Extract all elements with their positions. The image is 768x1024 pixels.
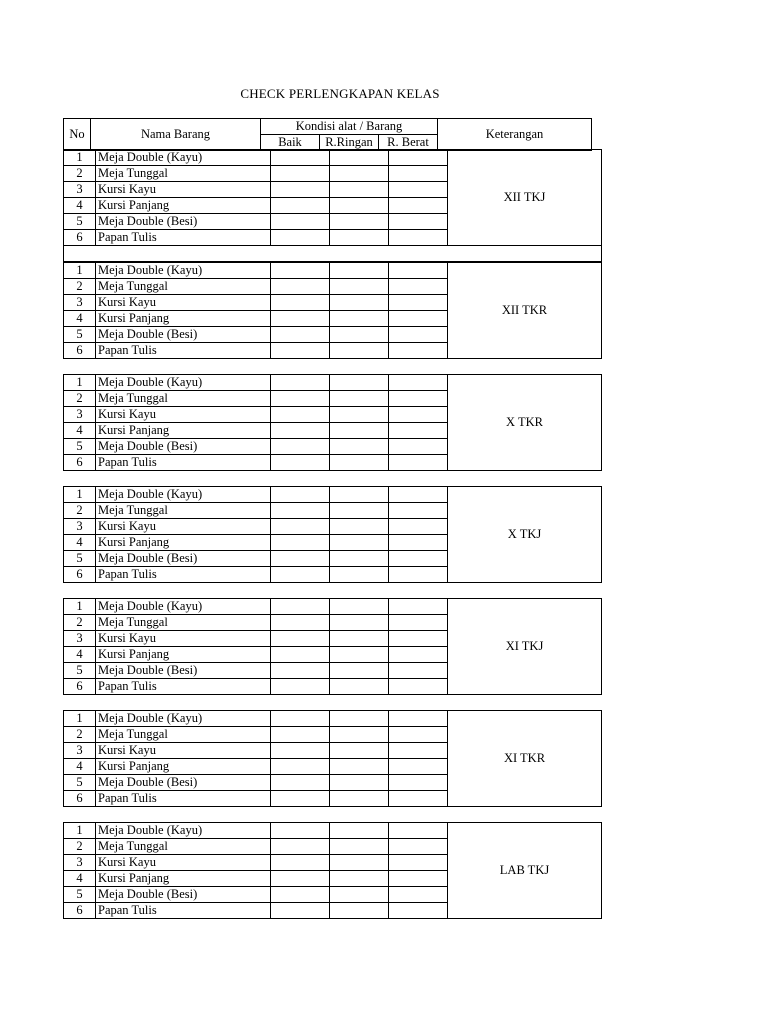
header-ringan: R.Ringan xyxy=(320,135,379,151)
item-name: Meja Double (Kayu) xyxy=(96,711,271,727)
ringan-cell[interactable] xyxy=(330,647,389,663)
item-no: 4 xyxy=(64,759,96,775)
item-name: Kursi Panjang xyxy=(96,759,271,775)
baik-cell[interactable] xyxy=(271,182,330,198)
ringan-cell[interactable] xyxy=(330,855,389,871)
keterangan-cell: X TKJ xyxy=(448,487,602,583)
item-no: 3 xyxy=(64,631,96,647)
item-name: Kursi Panjang xyxy=(96,198,271,214)
table-row xyxy=(64,599,602,615)
item-no: 3 xyxy=(64,743,96,759)
item-name: Kursi Kayu xyxy=(96,855,271,871)
spacer-row xyxy=(64,246,602,262)
item-no: 4 xyxy=(64,198,96,214)
item-no: 2 xyxy=(64,727,96,743)
item-no: 4 xyxy=(64,535,96,551)
baik-cell[interactable] xyxy=(271,615,330,631)
header-baik: Baik xyxy=(261,135,320,151)
berat-cell[interactable] xyxy=(389,487,448,503)
item-name: Meja Double (Besi) xyxy=(96,551,271,567)
item-name: Meja Double (Kayu) xyxy=(96,487,271,503)
ringan-cell[interactable] xyxy=(330,551,389,567)
item-name: Papan Tulis xyxy=(96,679,271,695)
berat-cell[interactable] xyxy=(389,423,448,439)
baik-cell[interactable] xyxy=(271,295,330,311)
item-name: Kursi Kayu xyxy=(96,182,271,198)
ringan-cell[interactable] xyxy=(330,230,389,246)
ringan-cell[interactable] xyxy=(330,711,389,727)
berat-cell[interactable] xyxy=(389,519,448,535)
ringan-cell[interactable] xyxy=(330,599,389,615)
item-name: Meja Double (Kayu) xyxy=(96,263,271,279)
baik-cell[interactable] xyxy=(271,599,330,615)
ringan-cell[interactable] xyxy=(330,263,389,279)
ringan-cell[interactable] xyxy=(330,567,389,583)
item-no: 6 xyxy=(64,567,96,583)
item-name: Meja Double (Besi) xyxy=(96,214,271,230)
baik-cell[interactable] xyxy=(271,759,330,775)
baik-cell[interactable] xyxy=(271,647,330,663)
berat-cell[interactable] xyxy=(389,839,448,855)
header-kondisi: Kondisi alat / Barang xyxy=(261,119,438,135)
item-no: 6 xyxy=(64,455,96,471)
item-name: Meja Double (Besi) xyxy=(96,775,271,791)
berat-cell[interactable] xyxy=(389,759,448,775)
item-no: 2 xyxy=(64,391,96,407)
header-nama-barang: Nama Barang xyxy=(91,119,261,151)
ringan-cell[interactable] xyxy=(330,615,389,631)
group-table xyxy=(63,262,602,359)
berat-cell[interactable] xyxy=(389,198,448,214)
item-name: Meja Tunggal xyxy=(96,279,271,295)
berat-cell[interactable] xyxy=(389,439,448,455)
ringan-cell[interactable] xyxy=(330,182,389,198)
baik-cell[interactable] xyxy=(271,631,330,647)
item-name: Meja Tunggal xyxy=(96,615,271,631)
item-name: Meja Tunggal xyxy=(96,839,271,855)
berat-cell[interactable] xyxy=(389,615,448,631)
berat-cell[interactable] xyxy=(389,295,448,311)
keterangan-cell: XI TKR xyxy=(448,711,602,807)
item-no: 4 xyxy=(64,871,96,887)
ringan-cell[interactable] xyxy=(330,791,389,807)
berat-cell[interactable] xyxy=(389,631,448,647)
ringan-cell[interactable] xyxy=(330,198,389,214)
group-table xyxy=(63,598,602,695)
ringan-cell[interactable] xyxy=(330,759,389,775)
berat-cell[interactable] xyxy=(389,150,448,166)
baik-cell[interactable] xyxy=(271,198,330,214)
baik-cell[interactable] xyxy=(271,535,330,551)
item-name: Kursi Kayu xyxy=(96,295,271,311)
berat-cell[interactable] xyxy=(389,823,448,839)
baik-cell[interactable] xyxy=(271,423,330,439)
ringan-cell[interactable] xyxy=(330,407,389,423)
berat-cell[interactable] xyxy=(389,727,448,743)
berat-cell[interactable] xyxy=(389,551,448,567)
baik-cell[interactable] xyxy=(271,743,330,759)
baik-cell[interactable] xyxy=(271,887,330,903)
page-title: CHECK PERLENGKAPAN KELAS xyxy=(240,86,440,101)
item-name: Meja Tunggal xyxy=(96,503,271,519)
baik-cell[interactable] xyxy=(271,663,330,679)
ringan-cell[interactable] xyxy=(330,327,389,343)
baik-cell[interactable] xyxy=(271,375,330,391)
item-no: 6 xyxy=(64,343,96,359)
baik-cell[interactable] xyxy=(271,823,330,839)
item-name: Kursi Panjang xyxy=(96,647,271,663)
ringan-cell[interactable] xyxy=(330,903,389,919)
baik-cell[interactable] xyxy=(271,503,330,519)
baik-cell[interactable] xyxy=(271,839,330,855)
berat-cell[interactable] xyxy=(389,391,448,407)
ringan-cell[interactable] xyxy=(330,311,389,327)
item-no: 4 xyxy=(64,647,96,663)
ringan-cell[interactable] xyxy=(330,775,389,791)
spacer-cell xyxy=(64,246,602,262)
header-berat: R. Berat xyxy=(379,135,438,151)
item-name: Meja Double (Kayu) xyxy=(96,375,271,391)
baik-cell[interactable] xyxy=(271,263,330,279)
item-no: 3 xyxy=(64,407,96,423)
item-name: Meja Double (Besi) xyxy=(96,439,271,455)
item-name: Meja Double (Kayu) xyxy=(96,823,271,839)
berat-cell[interactable] xyxy=(389,791,448,807)
item-name: Meja Double (Besi) xyxy=(96,327,271,343)
item-name: Kursi Panjang xyxy=(96,871,271,887)
berat-cell[interactable] xyxy=(389,214,448,230)
berat-cell[interactable] xyxy=(389,855,448,871)
baik-cell[interactable] xyxy=(271,903,330,919)
item-no: 1 xyxy=(64,823,96,839)
baik-cell[interactable] xyxy=(271,775,330,791)
baik-cell[interactable] xyxy=(271,327,330,343)
item-name: Kursi Kayu xyxy=(96,407,271,423)
ringan-cell[interactable] xyxy=(330,839,389,855)
ringan-cell[interactable] xyxy=(330,214,389,230)
item-name: Meja Double (Besi) xyxy=(96,663,271,679)
item-no: 5 xyxy=(64,214,96,230)
berat-cell[interactable] xyxy=(389,599,448,615)
ringan-cell[interactable] xyxy=(330,391,389,407)
item-no: 2 xyxy=(64,615,96,631)
item-no: 6 xyxy=(64,679,96,695)
baik-cell[interactable] xyxy=(271,519,330,535)
item-name: Kursi Panjang xyxy=(96,311,271,327)
berat-cell[interactable] xyxy=(389,455,448,471)
item-no: 4 xyxy=(64,311,96,327)
baik-cell[interactable] xyxy=(271,279,330,295)
item-name: Kursi Kayu xyxy=(96,631,271,647)
baik-cell[interactable] xyxy=(271,343,330,359)
ringan-cell[interactable] xyxy=(330,279,389,295)
baik-cell[interactable] xyxy=(271,391,330,407)
baik-cell[interactable] xyxy=(271,551,330,567)
baik-cell[interactable] xyxy=(271,150,330,166)
baik-cell[interactable] xyxy=(271,679,330,695)
berat-cell[interactable] xyxy=(389,263,448,279)
item-no: 4 xyxy=(64,423,96,439)
header-no: No xyxy=(64,119,91,151)
item-no: 2 xyxy=(64,839,96,855)
ringan-cell[interactable] xyxy=(330,663,389,679)
item-no: 1 xyxy=(64,375,96,391)
ringan-cell[interactable] xyxy=(330,375,389,391)
ringan-cell[interactable] xyxy=(330,343,389,359)
ringan-cell[interactable] xyxy=(330,455,389,471)
baik-cell[interactable] xyxy=(271,711,330,727)
baik-cell[interactable] xyxy=(271,855,330,871)
header-keterangan: Keterangan xyxy=(438,119,592,151)
group-table xyxy=(63,149,602,262)
item-name: Meja Double (Besi) xyxy=(96,887,271,903)
berat-cell[interactable] xyxy=(389,887,448,903)
item-no: 3 xyxy=(64,519,96,535)
item-no: 6 xyxy=(64,230,96,246)
berat-cell[interactable] xyxy=(389,567,448,583)
item-no: 3 xyxy=(64,182,96,198)
baik-cell[interactable] xyxy=(271,455,330,471)
group-table xyxy=(63,486,602,583)
berat-cell[interactable] xyxy=(389,663,448,679)
baik-cell[interactable] xyxy=(271,311,330,327)
baik-cell[interactable] xyxy=(271,166,330,182)
baik-cell[interactable] xyxy=(271,487,330,503)
item-name: Papan Tulis xyxy=(96,230,271,246)
item-name: Meja Tunggal xyxy=(96,391,271,407)
baik-cell[interactable] xyxy=(271,439,330,455)
item-no: 6 xyxy=(64,791,96,807)
ringan-cell[interactable] xyxy=(330,743,389,759)
header-table xyxy=(63,118,592,151)
berat-cell[interactable] xyxy=(389,711,448,727)
item-name: Papan Tulis xyxy=(96,343,271,359)
item-name: Kursi Panjang xyxy=(96,535,271,551)
item-name: Papan Tulis xyxy=(96,791,271,807)
item-no: 3 xyxy=(64,855,96,871)
keterangan-cell: X TKR xyxy=(448,375,602,471)
berat-cell[interactable] xyxy=(389,407,448,423)
item-no: 1 xyxy=(64,263,96,279)
item-name: Meja Tunggal xyxy=(96,727,271,743)
group-table xyxy=(63,822,602,919)
item-name: Papan Tulis xyxy=(96,567,271,583)
berat-cell[interactable] xyxy=(389,327,448,343)
item-no: 1 xyxy=(64,150,96,166)
berat-cell[interactable] xyxy=(389,647,448,663)
berat-cell[interactable] xyxy=(389,775,448,791)
table-row xyxy=(64,711,602,727)
item-no: 5 xyxy=(64,775,96,791)
baik-cell[interactable] xyxy=(271,230,330,246)
keterangan-cell: XII TKJ xyxy=(448,150,602,246)
ringan-cell[interactable] xyxy=(330,535,389,551)
table-row xyxy=(64,150,602,166)
item-no: 1 xyxy=(64,711,96,727)
ringan-cell[interactable] xyxy=(330,679,389,695)
berat-cell[interactable] xyxy=(389,871,448,887)
item-name: Kursi Kayu xyxy=(96,519,271,535)
berat-cell[interactable] xyxy=(389,375,448,391)
berat-cell[interactable] xyxy=(389,182,448,198)
item-name: Meja Tunggal xyxy=(96,166,271,182)
group-table xyxy=(63,710,602,807)
ringan-cell[interactable] xyxy=(330,487,389,503)
keterangan-cell: LAB TKJ xyxy=(448,823,602,919)
item-no: 1 xyxy=(64,599,96,615)
ringan-cell[interactable] xyxy=(330,727,389,743)
berat-cell[interactable] xyxy=(389,230,448,246)
baik-cell[interactable] xyxy=(271,214,330,230)
ringan-cell[interactable] xyxy=(330,519,389,535)
item-no: 2 xyxy=(64,279,96,295)
berat-cell[interactable] xyxy=(389,503,448,519)
ringan-cell[interactable] xyxy=(330,166,389,182)
item-name: Papan Tulis xyxy=(96,903,271,919)
item-no: 5 xyxy=(64,439,96,455)
baik-cell[interactable] xyxy=(271,871,330,887)
item-no: 5 xyxy=(64,551,96,567)
table-row xyxy=(64,375,602,391)
ringan-cell[interactable] xyxy=(330,871,389,887)
ringan-cell[interactable] xyxy=(330,887,389,903)
ringan-cell[interactable] xyxy=(330,423,389,439)
baik-cell[interactable] xyxy=(271,407,330,423)
berat-cell[interactable] xyxy=(389,279,448,295)
item-no: 5 xyxy=(64,887,96,903)
item-no: 6 xyxy=(64,903,96,919)
baik-cell[interactable] xyxy=(271,791,330,807)
item-name: Papan Tulis xyxy=(96,455,271,471)
berat-cell[interactable] xyxy=(389,535,448,551)
berat-cell[interactable] xyxy=(389,343,448,359)
baik-cell[interactable] xyxy=(271,727,330,743)
ringan-cell[interactable] xyxy=(330,631,389,647)
berat-cell[interactable] xyxy=(389,903,448,919)
keterangan-cell: XI TKJ xyxy=(448,599,602,695)
ringan-cell[interactable] xyxy=(330,823,389,839)
berat-cell[interactable] xyxy=(389,311,448,327)
item-name: Meja Double (Kayu) xyxy=(96,150,271,166)
berat-cell[interactable] xyxy=(389,743,448,759)
item-no: 2 xyxy=(64,166,96,182)
berat-cell[interactable] xyxy=(389,679,448,695)
berat-cell[interactable] xyxy=(389,166,448,182)
item-no: 1 xyxy=(64,487,96,503)
item-no: 3 xyxy=(64,295,96,311)
ringan-cell[interactable] xyxy=(330,150,389,166)
ringan-cell[interactable] xyxy=(330,295,389,311)
item-no: 5 xyxy=(64,663,96,679)
table-row xyxy=(64,823,602,839)
item-name: Kursi Kayu xyxy=(96,743,271,759)
ringan-cell[interactable] xyxy=(330,503,389,519)
item-no: 2 xyxy=(64,503,96,519)
group-table xyxy=(63,374,602,471)
table-row xyxy=(64,487,602,503)
item-name: Meja Double (Kayu) xyxy=(96,599,271,615)
item-name: Kursi Panjang xyxy=(96,423,271,439)
ringan-cell[interactable] xyxy=(330,439,389,455)
keterangan-cell: XII TKR xyxy=(448,263,602,359)
item-no: 5 xyxy=(64,327,96,343)
baik-cell[interactable] xyxy=(271,567,330,583)
table-row xyxy=(64,263,602,279)
